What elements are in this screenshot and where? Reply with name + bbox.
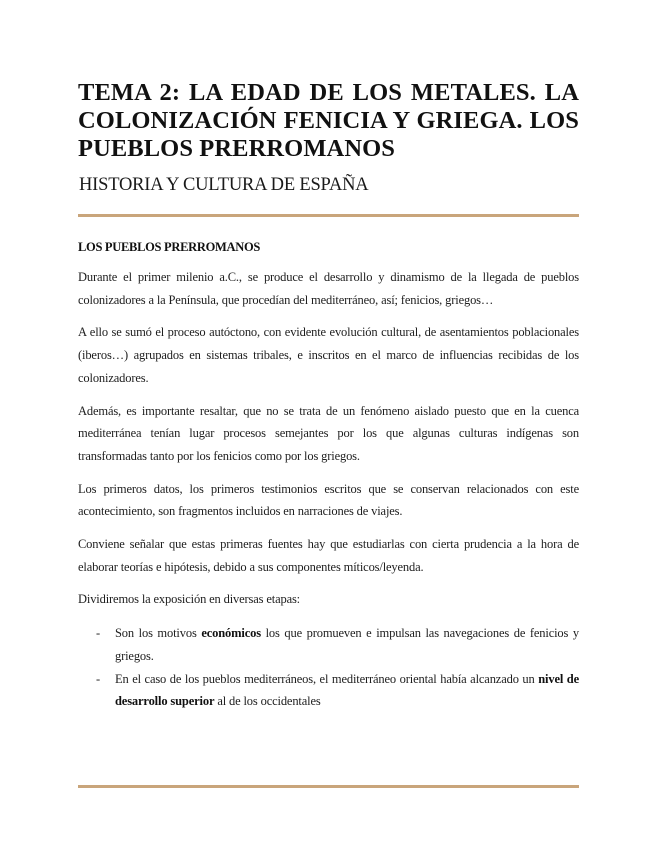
list-item-text: los que promueven e impulsan las navegaciones de fenicios y griegos. (115, 626, 579, 663)
document-subtitle: HISTORIA Y CULTURA DE ESPAÑA (79, 175, 369, 195)
list-item-text: En el caso de los pueblos mediterráneos, el mediterráneo oriental había alcanzado un (115, 671, 539, 686)
list-intro-paragraph: Dividiremos la exposición en diversas etapas: (78, 592, 301, 607)
document-body (78, 237, 579, 713)
paragraph: Conviene señalar que estas primeras fuentes hay que estudiarlas con cierta prudencia a la hora de elaborar teorías e hipótesis, debido a sus componentes míticos/leyenda. (78, 537, 579, 574)
list-item-emphasis: nivel de desarrollo superior (115, 671, 579, 709)
dash-bullet-icon: - (96, 626, 101, 641)
stages-list (78, 622, 579, 713)
list-item (78, 668, 579, 713)
list-item (78, 622, 579, 667)
list-item-text: Son los motivos (115, 626, 202, 641)
list-item-text: al de los occidentales (214, 694, 321, 709)
paragraph: A ello se sumó el proceso autóctono, con evidente evolución cultural, de asentamientos poblacionales (iberos…) agrupados en sistemas tribales, e inscritos en el marco de influencias recibidas de los colonizadores. (78, 325, 579, 385)
document-title: TEMA 2: LA EDAD DE LOS METALES. LA COLONIZACIÓN FENICIA Y GRIEGA. LOS PUEBLOS PRERROMANOS (78, 79, 579, 162)
list-item-emphasis: económicos (201, 626, 261, 641)
top-divider (78, 214, 579, 217)
bottom-divider (78, 785, 579, 788)
paragraph: Además, es importante resaltar, que no se trata de un fenómeno aislado puesto que en la cuenca mediterránea tenían lugar procesos semejantes por los que algunas culturas indígenas son transformadas tanto por los fenicios como por los griegos. (78, 403, 579, 463)
paragraph: Durante el primer milenio a.C., se produce el desarrollo y dinamismo de la llegada de pueblos colonizadores a la Península, que procedían del mediterráneo, así; fenicios, griegos… (78, 270, 579, 307)
paragraph: Los primeros datos, los primeros testimonios escritos que se conservan relacionados con este acontecimiento, son fragmentos incluidos en narraciones de viajes. (78, 481, 579, 519)
dash-bullet-icon: - (96, 671, 101, 686)
section-heading: LOS PUEBLOS PRERROMANOS (78, 240, 261, 254)
